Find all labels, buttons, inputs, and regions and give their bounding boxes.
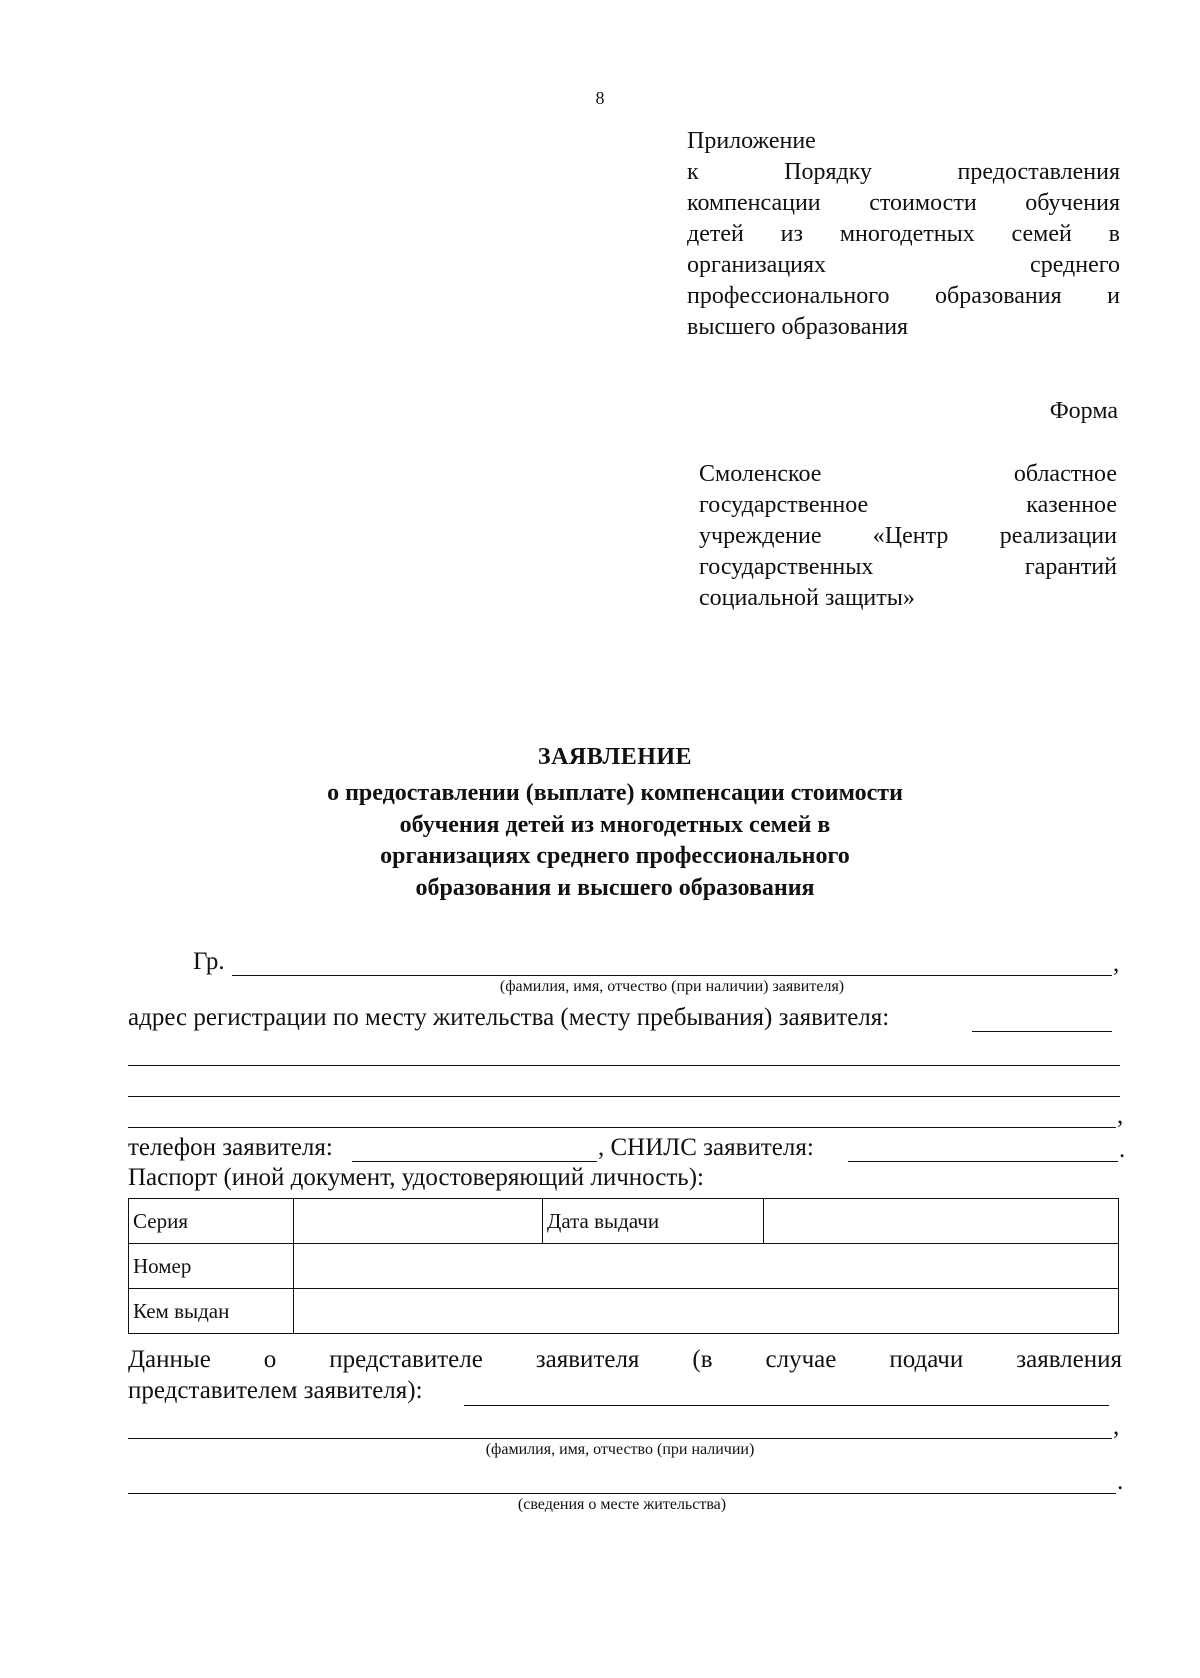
subtitle-line: организациях среднего профессионального	[380, 843, 850, 869]
form-label: Форма	[1049, 398, 1118, 424]
subtitle-line: образования и высшего образования	[415, 874, 815, 901]
phone-field[interactable]	[352, 1161, 597, 1162]
applicant-name-caption: (фамилия, имя, отчество (при наличии) заявителя)	[499, 978, 845, 995]
issued-by-label: Кем выдан	[129, 1289, 294, 1334]
appendix-line: компенсации стоимости обучения	[687, 190, 1120, 216]
snils-label: , СНИЛС заявителя:	[598, 1134, 814, 1161]
appendix-block	[687, 126, 1120, 343]
applicant-prefix: Гр.	[193, 948, 225, 975]
issue-date-field[interactable]	[764, 1199, 1119, 1244]
representative-name-caption: (фамилия, имя, отчество (при наличии)	[485, 1441, 755, 1458]
representative-residence-caption: (сведения о месте жительства)	[517, 1496, 727, 1513]
representative-intro-2: представителем заявителя):	[128, 1377, 423, 1404]
comma: ,	[1117, 1102, 1124, 1129]
representative-name-field[interactable]	[128, 1438, 1112, 1439]
address-field-line[interactable]	[128, 1065, 1120, 1066]
passport-label: Паспорт (иной документ, удостоверяющий личность):	[128, 1164, 704, 1191]
period: .	[1117, 1468, 1124, 1495]
representative-residence-field[interactable]	[128, 1493, 1116, 1494]
address-label: адрес регистрации по месту жительства (месту пребывания) заявителя:	[128, 1004, 890, 1031]
phone-label: телефон заявителя:	[128, 1134, 333, 1161]
comma: ,	[1113, 1413, 1120, 1440]
document-subtitle	[150, 778, 1080, 904]
number-label: Номер	[129, 1244, 294, 1289]
appendix-title: Приложение	[687, 128, 816, 154]
subtitle-line: обучения детей из многодетных семей в	[399, 811, 831, 838]
recipient-line: государственное казенное	[699, 492, 1117, 518]
period: .	[1119, 1136, 1126, 1163]
passport-table	[128, 1198, 1119, 1334]
appendix-line: детей из многодетных семей в	[687, 221, 1120, 247]
recipient-line: государственных гарантий	[699, 554, 1117, 580]
representative-intro: Данные о представителе заявителя (в случае подачи заявления	[128, 1346, 1122, 1373]
issue-date-label: Дата выдачи	[543, 1199, 764, 1244]
representative-field-inline[interactable]	[464, 1405, 1109, 1406]
number-field[interactable]	[294, 1244, 1119, 1289]
recipient-line: Смоленское областное	[699, 461, 1117, 487]
series-field[interactable]	[294, 1199, 543, 1244]
series-label: Серия	[129, 1199, 294, 1244]
appendix-line: организациях среднего	[687, 252, 1120, 278]
table-row	[129, 1199, 1119, 1244]
recipient-line: социальной защиты»	[699, 585, 915, 611]
recipient-block	[699, 459, 1117, 614]
appendix-line: к Порядку предоставления	[687, 159, 1120, 185]
table-row	[129, 1289, 1119, 1334]
address-field-line[interactable]	[128, 1127, 1116, 1128]
appendix-line: профессионального образования и	[687, 283, 1120, 309]
applicant-name-field[interactable]	[232, 975, 1112, 976]
address-field-inline[interactable]	[972, 1031, 1112, 1032]
issued-by-field[interactable]	[294, 1289, 1119, 1334]
recipient-line: учреждение «Центр реализации	[699, 523, 1117, 549]
snils-field[interactable]	[848, 1161, 1118, 1162]
comma: ,	[1113, 950, 1120, 977]
address-field-line[interactable]	[128, 1096, 1120, 1097]
page-number: 8	[595, 88, 605, 108]
table-row	[129, 1244, 1119, 1289]
appendix-line: высшего образования	[687, 314, 909, 340]
document-title: ЗАЯВЛЕНИЕ	[537, 744, 693, 770]
subtitle-line: о предоставлении (выплате) компенсации стоимости	[327, 780, 903, 806]
